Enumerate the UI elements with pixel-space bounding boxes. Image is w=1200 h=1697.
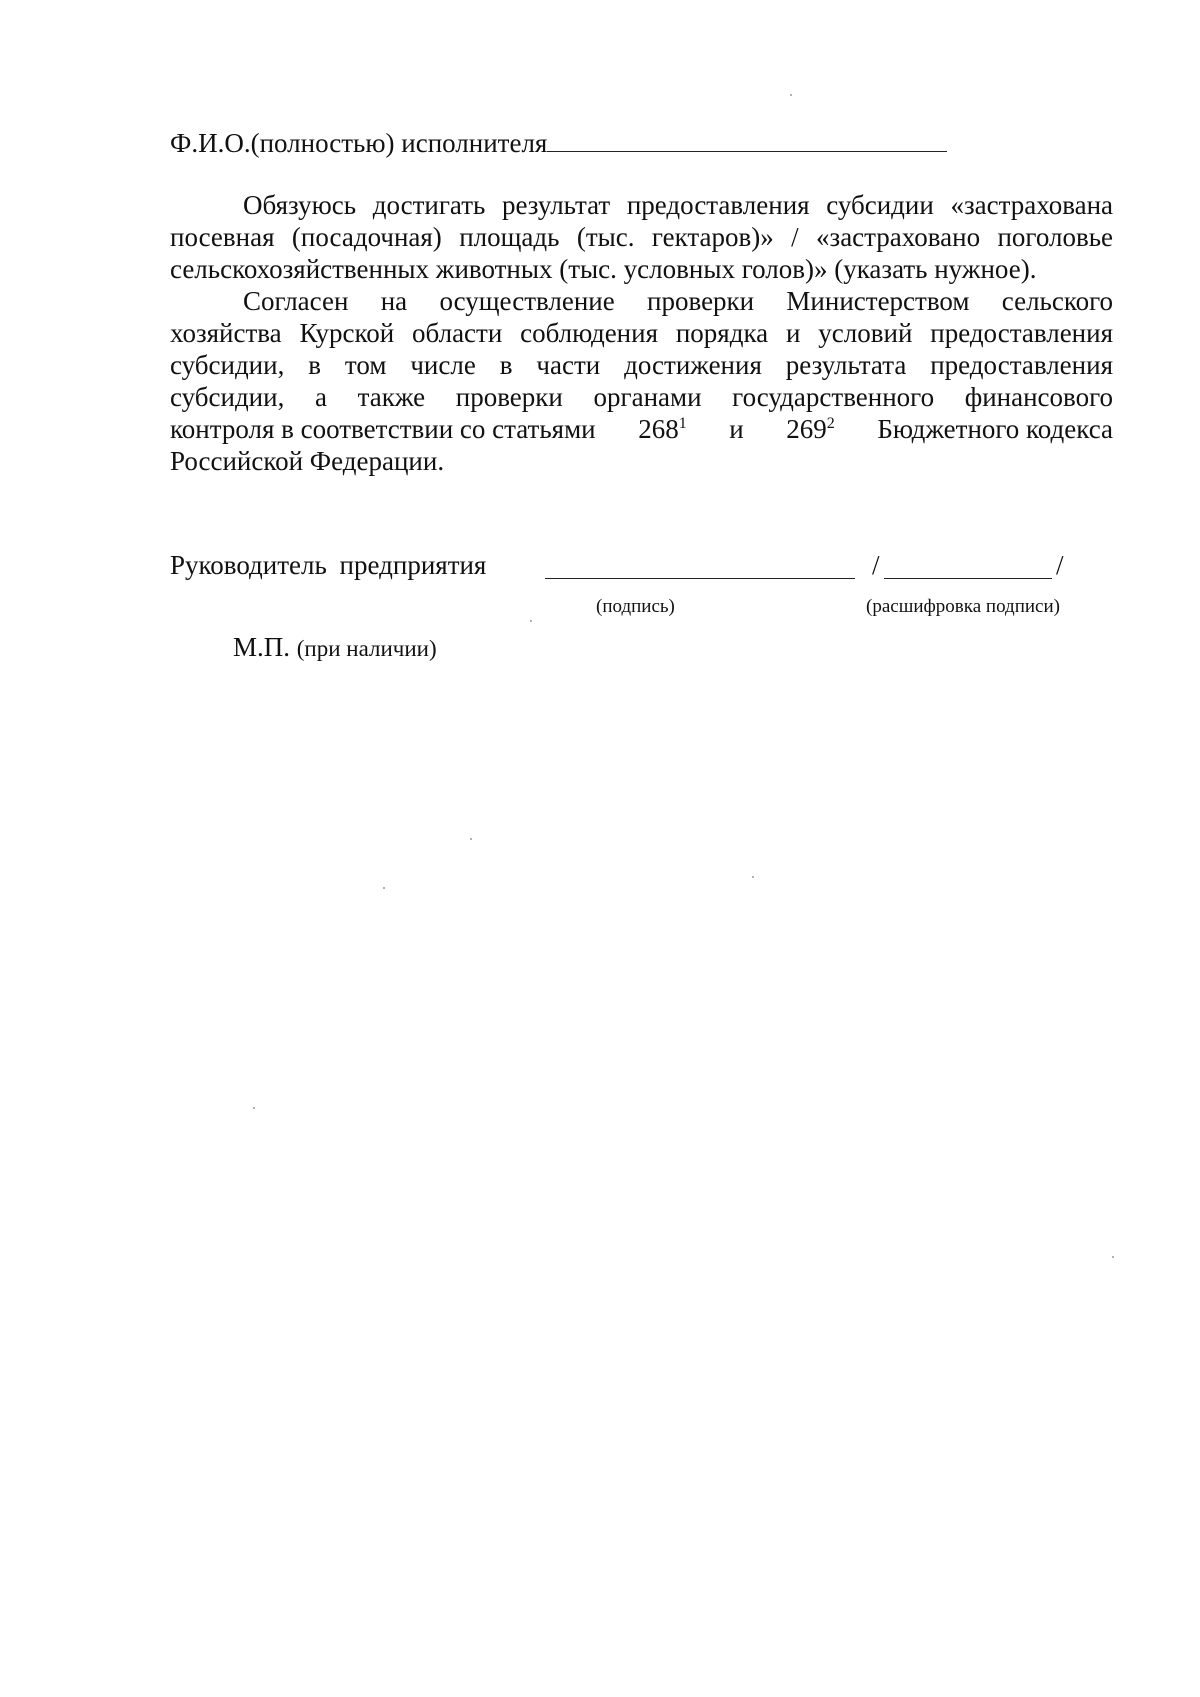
para2-line-3: субсидии, в том числе в части достижения результата предоставления bbox=[170, 350, 1113, 380]
scan-speck bbox=[470, 838, 472, 840]
scan-speck bbox=[752, 876, 754, 878]
stamp-note: (при наличии) bbox=[296, 636, 437, 661]
stamp-line bbox=[233, 632, 437, 663]
signature-blank bbox=[545, 556, 855, 579]
para2-line-4: субсидии, а также проверки органами государственного финансового bbox=[170, 382, 1113, 412]
decoding-caption: (расшифровка подписи) bbox=[866, 596, 1060, 617]
scan-speck bbox=[1112, 1256, 1114, 1258]
para1-line-3: сельскохозяйственных животных (тыс. условных голов)» (указать нужное). bbox=[170, 254, 1037, 284]
para2-line-2: хозяйства Курской области соблюдения порядка и условий предоставления bbox=[170, 318, 1113, 348]
fio-label: Ф.И.О.(полностью) исполнителя bbox=[170, 128, 548, 158]
para2-line-5-after: Бюджетного кодекса bbox=[877, 414, 1113, 444]
stamp-label: М.П. bbox=[233, 632, 291, 662]
signature-slash-right: / bbox=[1056, 550, 1064, 580]
fio-line bbox=[170, 128, 947, 159]
para2-line-5 bbox=[170, 414, 1113, 445]
para2-line-1: Согласен на осуществление проверки Министерством сельского bbox=[243, 286, 1113, 316]
signature-caption: (подпись) bbox=[596, 596, 675, 617]
conjunction: и bbox=[729, 414, 744, 444]
scan-speck bbox=[383, 887, 385, 889]
para2-line-6: Российской Федерации. bbox=[170, 446, 445, 476]
signature-slash-left: / bbox=[872, 550, 880, 580]
para1-line-2: посевная (посадочная) площадь (тыс. гектаров)» / «застраховано поголовье bbox=[170, 222, 1113, 252]
article-268: $268^1$ bbox=[638, 414, 687, 444]
scan-speck bbox=[253, 1107, 255, 1109]
para2-line-5-before: контроля в соответствии со статьями bbox=[170, 414, 596, 444]
article-269: $269^2$ bbox=[786, 414, 835, 444]
fio-blank bbox=[547, 129, 947, 152]
decoding-blank bbox=[884, 556, 1052, 579]
signature-role: Руководитель предприятия bbox=[170, 550, 487, 580]
scan-speck bbox=[530, 620, 532, 622]
scan-speck bbox=[790, 94, 792, 96]
para1-line-1: Обязуюсь достигать результат предоставления субсидии «застрахована bbox=[243, 190, 1113, 220]
